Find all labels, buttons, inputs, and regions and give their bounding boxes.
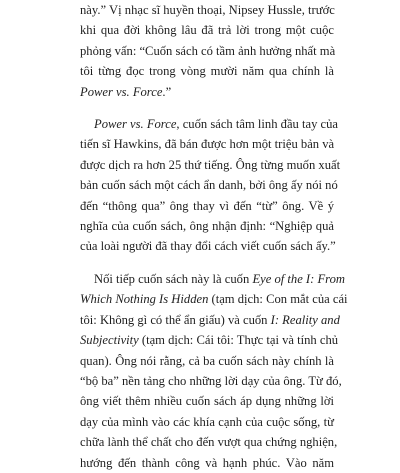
book-title: Power vs. Force xyxy=(94,117,177,132)
text-line: Nối tiếp cuốn sách này là cuốn Eye of the I: From xyxy=(94,271,345,286)
text-line: đến “thông qua” ông thay vì đến “từ” ông. Về ý xyxy=(80,198,334,213)
text-line: Which Nothing Is Hidden (tạm dịch: Con mắt của cái xyxy=(80,292,348,307)
text-line: tiến sĩ Hawkins, đã bán được hơn một triệu bản và xyxy=(80,137,335,152)
text-line: Subjectivity (tạm dịch: Cái tôi: Thực tại và tính chủ xyxy=(80,333,339,348)
paragraph-1 xyxy=(80,0,334,102)
text-line: tôi từng đọc trong vòng mười năm qua chính là xyxy=(80,64,334,79)
text-line: quan). Ông nói rằng, cả ba cuốn sách này chính là xyxy=(80,353,334,368)
text-line: chữa lành thể chất cho đến vượt qua chứng nghiện, xyxy=(80,435,338,450)
text-line: ông viết thêm nhiều cuốn sách áp dụng những lời xyxy=(80,394,334,409)
text-line: này.” Vị nhạc sĩ huyền thoại, Nipsey Hussle, trước xyxy=(80,3,335,17)
text-line: khi qua đời không lâu đã trả lời trong một cuộc xyxy=(80,23,334,38)
book-title: Power vs. Force xyxy=(80,84,163,99)
book-title: Eye of the I: From xyxy=(252,271,345,286)
text-line: nghĩa của cuốn sách, ông nhận định: “Nghiệp quả xyxy=(80,219,334,234)
paragraph-3 xyxy=(80,269,348,473)
text-line: “bộ ba” nền tảng cho những lời dạy của ông. Từ đó, xyxy=(80,373,342,388)
book-title: I: Reality and xyxy=(270,312,340,327)
text-line: của loài người đã thay đổi cách viết cuốn sách ấy.” xyxy=(80,239,336,254)
text-line: Power vs. Force, cuốn sách tâm linh đầu tay của xyxy=(94,117,338,132)
text-line: Power vs. Force.” xyxy=(80,84,172,99)
text-line: bản cuốn sách một cách ẩn danh, bởi ông ấy nói nó xyxy=(80,178,338,193)
paragraph-2 xyxy=(80,114,341,257)
book-title: Subjectivity xyxy=(80,333,139,348)
text-line: phỏng vấn: “Cuốn sách có tầm ảnh hưởng nhất mà xyxy=(80,43,336,58)
text-line: tôi: Không gì có thể ẩn giấu) và cuốn I: Reality and xyxy=(80,312,340,327)
book-title: Which Nothing Is Hidden xyxy=(80,292,209,307)
text-line: hướng đến thành công và hạnh phúc. Vào năm xyxy=(80,455,334,470)
text-line: được dịch ra hơn 25 thứ tiếng. Ông từng muốn xuất xyxy=(80,157,341,172)
text-line: dạy của mình vào các khía cạnh của cuộc sống, từ xyxy=(80,414,334,429)
